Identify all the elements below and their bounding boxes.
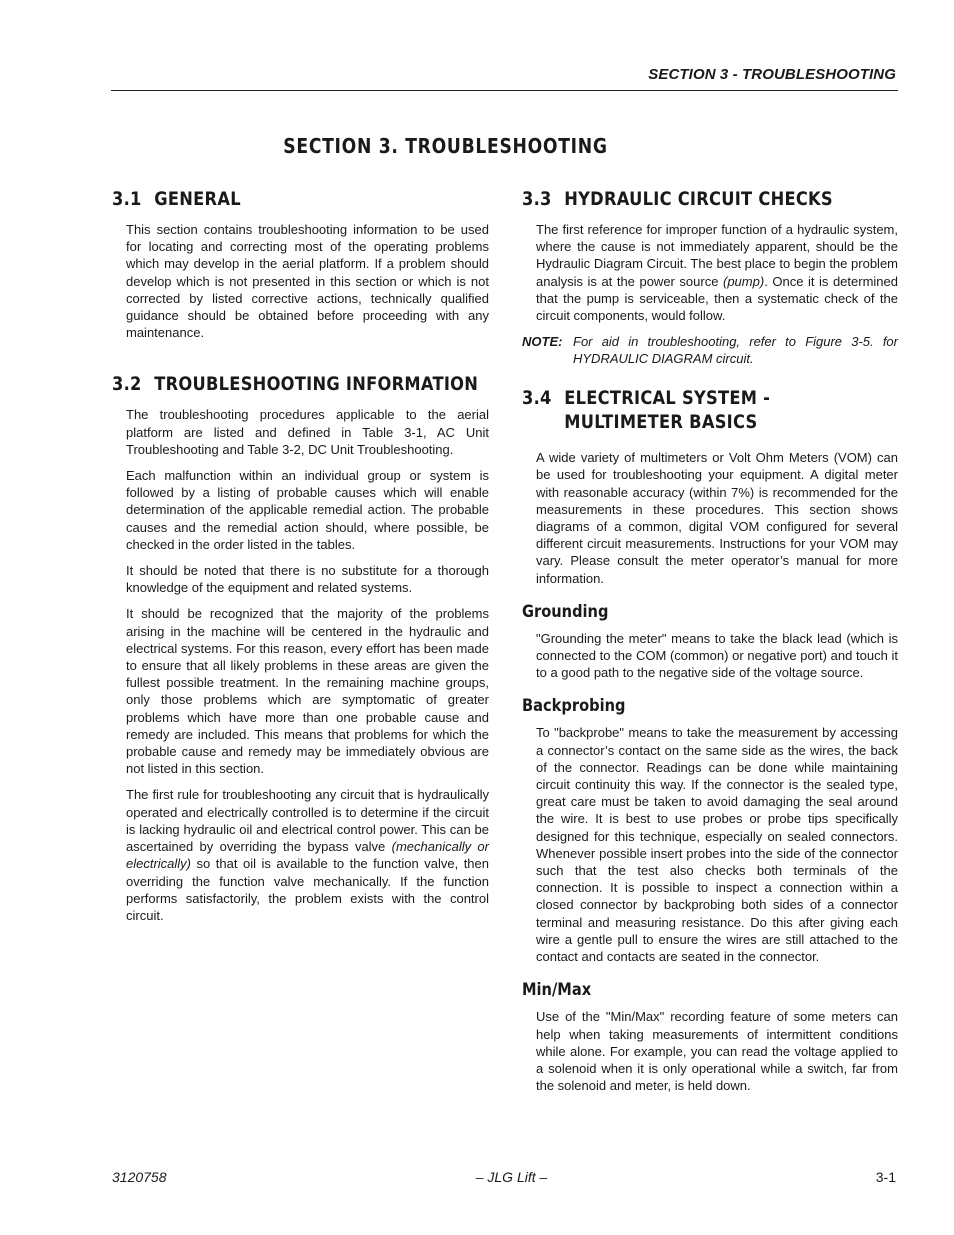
section-spacer [522, 367, 898, 387]
footer-doc-number: 3120758 [112, 1169, 167, 1185]
footer-page-number: 3-1 [875, 1169, 896, 1185]
paragraph-text: The first reference for improper function of a hydraulic system, where the cause is not immediately apparent, should be the Hydraulic Diagram Circuit. The best place to begin the problem analysis is at the power source [536, 222, 898, 289]
section-title: GENERAL [154, 189, 241, 210]
troubleshooting-paragraph-2: Each malfunction within an individual group or system is followed by a listing of probable causes which will enable determination of the applicable remedial action. The probable causes and the remedial action should, where possible, be checked in the order listed in the tables. [126, 468, 489, 552]
section-spacer [112, 350, 489, 373]
section-heading-3-3 [522, 188, 900, 212]
section-title: ELECTRICAL SYSTEM - MULTIMETER BASICS [564, 388, 771, 434]
section-number: 3.1 [112, 189, 142, 210]
section-title: HYDRAULIC CIRCUIT CHECKS [564, 189, 833, 210]
section-title: TROUBLESHOOTING INFORMATION [154, 374, 479, 396]
section-number: 3.2 [112, 374, 142, 396]
paragraph-text: . Once it is determined that the pump is serviceable, then a systematic check of the circuit components, would follow. [536, 273, 898, 324]
general-paragraph: This section contains troubleshooting information to be used for locating and correcting most of the operating problems which may develop in the aerial platform. If a problem should develop which is not presented in this section or which is not corrected by listed corrective actions, technically qualified guidance should be obtained before proceeding with any maintenance. [126, 222, 489, 341]
hydraulic-note [522, 333, 898, 367]
multimeter-paragraph: A wide variety of multimeters or Volt Ohm Meters (VOM) can be used for troubleshooting your equipment. A digital meter with reasonable accuracy (within 7%) is recommended for the measurements in these procedures. This section shows diagrams of a common, digital VOM configured for several different circuit measurements. Instructions for your VOM may vary. Please consult the meter operator’s manual for more information. [536, 450, 898, 586]
section-heading-3-4 [522, 387, 900, 435]
paragraph-text: The first rule for troubleshooting any circuit that is hydraulically operated and electrically controlled is to determine if the circuit is lacking hydraulic oil and electrical control power. This can be ascertained by overriding the bypass valve [126, 787, 489, 855]
hydraulic-paragraph [536, 221, 898, 324]
troubleshooting-paragraph-5 [126, 786, 489, 924]
backprobing-paragraph: To "backprobe" means to take the measurement by accessing a connector’s contact on the same side as the wires, the back of the connector. Readings can be done while maintaining circuit continuity this way. If the connector is the sealed type, great care must be taken to avoid damaging the seal around the wire. It is best to use probes or probe tips specifically designed for this technique, especially on sealed connectors. Whenever possible insert probes into the side of the connector such that the test also checks both terminals of the connection. It is possible to inspect a connection within a closed connector by backprobing both sides of a connector terminal and measuring resistance. Do this after giving each wire a gentle pull to ensure the wires are still attached to the contact and contacts are seated in the connector. [536, 725, 898, 965]
right-column [522, 188, 898, 1103]
grounding-paragraph: "Grounding the meter" means to take the black lead (which is connected to the COM (common) or negative port) and touch it to a good path to the negative side of the voltage source. [536, 630, 898, 681]
troubleshooting-paragraph-4: It should be recognized that the majority of the problems arising in the machine will be centered in the hydraulic and electrical systems. For this reason, every effort has been made to ensure that all likely problems in these areas are given the fullest possible treatment. In the remaining machine groups, only those problems which are symptomatic of greater problems which have more than one probable cause and remedy are included. This means that problems for which the probable cause and remedy may be immediately obvious are not listed in this section. [126, 606, 489, 777]
paragraph-emphasis: (mechanically or electrically) [126, 839, 489, 872]
paragraph-text: so that oil is available to the function valve, then overriding the function valve mechanically. If the function performs satisfactorily, the problem exists with the control circuit. [126, 856, 489, 923]
header-divider [111, 90, 898, 91]
subheading-backprobing: Backprobing [522, 696, 626, 717]
minmax-paragraph: Use of the "Min/Max" recording feature of some meters can help when taking measurements of intermittent conditions while alone. For example, you can read the voltage applied to a solenoid when it is only operational while a switch, far from the solenoid and meter, is held down. [536, 1009, 898, 1094]
page-title: SECTION 3. TROUBLESHOOTING [283, 134, 608, 158]
paragraph-emphasis: (pump) [723, 273, 765, 289]
troubleshooting-paragraph-3: It should be noted that there is no substitute for a thorough knowledge of the equipment and related systems. [126, 563, 489, 596]
left-column [112, 188, 489, 933]
subheading-grounding: Grounding [522, 601, 609, 622]
section-heading-3-2 [112, 373, 490, 397]
section-number: 3.4 [522, 388, 552, 410]
section-number: 3.3 [522, 189, 552, 210]
section-heading-3-1 [112, 188, 490, 212]
note-label: NOTE: [522, 334, 563, 350]
troubleshooting-paragraph-1: The troubleshooting procedures applicable to the aerial platform are listed and defined in Table 3-1, AC Unit Troubleshooting and Table 3-2, DC Unit Troubleshooting. [126, 407, 489, 457]
note-text: For aid in troubleshooting, refer to Figure 3-5. for HYDRAULIC DIAGRAM circuit. [573, 334, 898, 367]
footer-publisher: – JLG Lift – [475, 1169, 548, 1185]
running-header-title: SECTION 3 - TROUBLESHOOTING [648, 66, 896, 83]
subheading-minmax: Min/Max [522, 980, 592, 1001]
